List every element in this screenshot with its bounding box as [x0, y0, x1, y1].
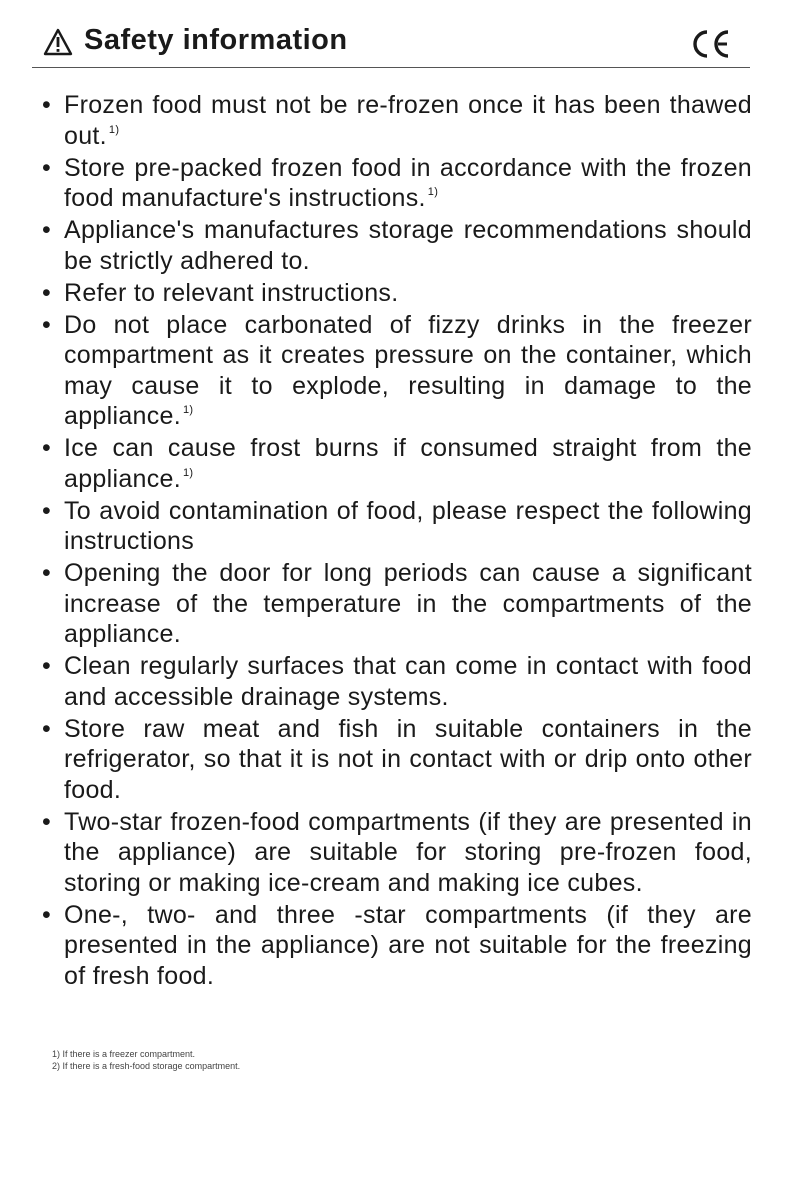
- footnote-ref: 1): [108, 123, 120, 136]
- bullet-icon: •: [42, 216, 52, 244]
- footnote-ref: 1): [182, 404, 194, 416]
- footnote: 1) If there is a freezer compartment.: [52, 1049, 196, 1059]
- bullet-icon: •: [42, 153, 52, 182]
- list-item: • Ice can cause frost burns if consumed straight from the appliance. $^{1)}$: [42, 434, 752, 493]
- page-header: [32, 22, 750, 68]
- list-item: • Opening the door for long periods can cause a significant increase of the temperature in the compartments of the appliance.: [42, 559, 752, 648]
- bullet-icon: •: [42, 559, 52, 587]
- footnote-ref: 1): [427, 186, 439, 198]
- header-divider: [32, 67, 750, 68]
- list-item: • Two-star frozen-food compartments (if they are presented in the appliance) are suitable for storing pre-frozen food, storing or making ice-cream and making ice cubes.: [42, 807, 752, 897]
- bullet-icon: •: [42, 807, 52, 836]
- footnote: 2) If there is a fresh-food storage compartment.: [52, 1061, 241, 1071]
- list-item: • Store raw meat and fish in suitable containers in the refrigerator, so that it is not in contact with or drip onto other food.: [42, 714, 752, 804]
- bullet-icon: •: [42, 714, 52, 743]
- footnote-ref: 1): [182, 466, 194, 479]
- list-item: • One-, two- and three -star compartments (if they are presented in the appliance) are not suitable for the freezing of fresh food.: [42, 900, 752, 990]
- bullet-icon: •: [42, 278, 52, 307]
- footnotes: [52, 1048, 240, 1072]
- list-item: • Clean regularly surfaces that can come in contact with food and accessible drainage systems.: [42, 652, 752, 711]
- bullet-icon: •: [42, 434, 52, 462]
- bullet-icon: •: [42, 900, 52, 929]
- list-item: • Refer to relevant instructions.: [42, 278, 399, 307]
- ce-mark-icon: [688, 28, 732, 60]
- list-item: • Frozen food must not be re-frozen once it has been thawed out. $^{1)}$: [42, 91, 752, 150]
- page-title: Safety information: [84, 24, 348, 56]
- list-item: • To avoid contamination of food, please respect the following instructions: [42, 496, 752, 555]
- list-item: • Store pre-packed frozen food in accordance with the frozen food manufacture's instructions. $^{1)}$: [42, 153, 752, 212]
- safety-list: [40, 90, 752, 993]
- list-item: • Appliance's manufactures storage recommendations should be strictly adhered to.: [42, 216, 752, 275]
- bullet-icon: •: [42, 310, 52, 339]
- bullet-icon: •: [42, 652, 52, 680]
- bullet-icon: •: [42, 496, 52, 525]
- warning-triangle-icon: [43, 28, 73, 56]
- bullet-icon: •: [42, 91, 52, 119]
- list-item: • Do not place carbonated of fizzy drinks in the freezer compartment as it creates pressure on the container, which may cause it to explode, resulting in damage to the appliance. $^{1)}$: [42, 310, 752, 430]
